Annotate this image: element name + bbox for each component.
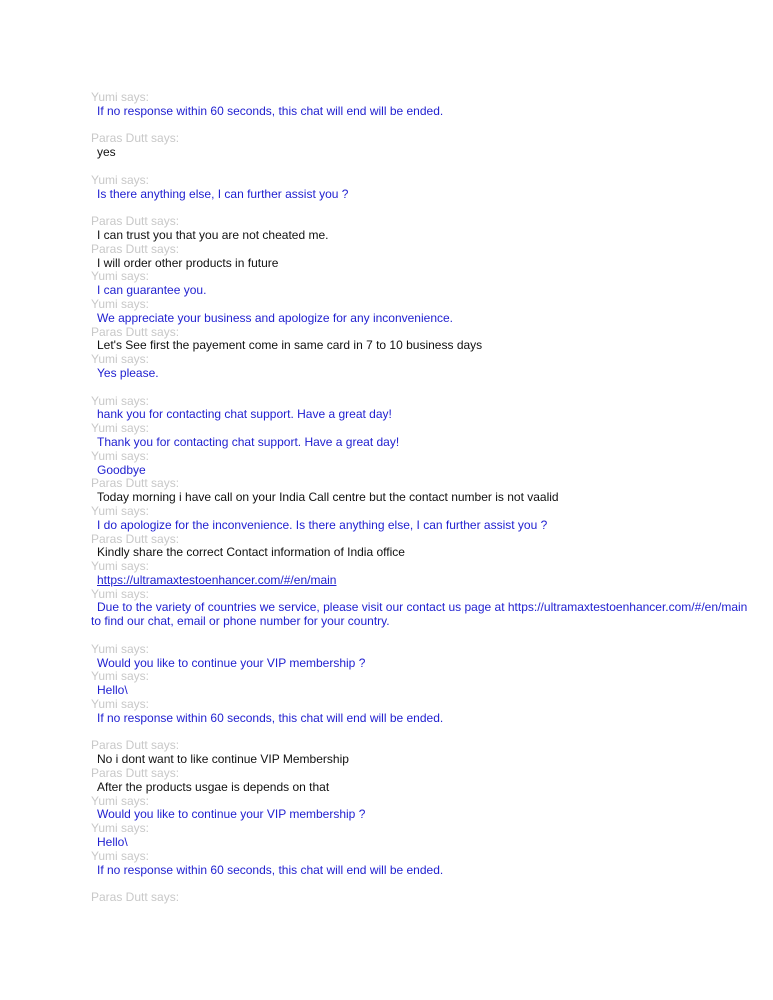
chat-entry bbox=[91, 560, 751, 588]
chat-entry bbox=[91, 850, 751, 878]
chat-entry bbox=[91, 477, 751, 505]
speaker-label: Paras Dutt says: bbox=[91, 738, 180, 753]
chat-entry bbox=[91, 505, 751, 533]
speaker-label: Yumi says: bbox=[91, 90, 150, 104]
chat-entry bbox=[91, 891, 751, 905]
message-text: I can trust you that you are not cheated me. bbox=[97, 227, 329, 242]
message-text: I will order other products in future bbox=[97, 255, 279, 270]
chat-entry bbox=[91, 533, 751, 561]
speaker-label: Paras Dutt says: bbox=[91, 324, 180, 339]
chat-entry bbox=[91, 450, 751, 478]
chat-entry bbox=[91, 795, 751, 823]
chat-entry bbox=[91, 698, 751, 726]
message-text: I do apologize for the inconvenience. Is there anything else, I can further assist you ? bbox=[97, 517, 548, 532]
chat-entry bbox=[91, 91, 751, 119]
chat-entry bbox=[91, 298, 751, 326]
speaker-label: Paras Dutt says: bbox=[91, 131, 180, 146]
message-text: Yes please. bbox=[97, 365, 159, 380]
message-text: If no response within 60 seconds, this chat will end will be ended. bbox=[97, 710, 444, 725]
chat-entry bbox=[91, 243, 751, 271]
message-text: After the products usgae is depends on that bbox=[97, 779, 330, 794]
message-text: Hello\ bbox=[97, 683, 128, 698]
chat-entry bbox=[91, 767, 751, 795]
chat-entry bbox=[91, 353, 751, 381]
speaker-label: Paras Dutt says: bbox=[91, 214, 180, 229]
speaker-label: Yumi says: bbox=[91, 793, 150, 808]
speaker-label: Yumi says: bbox=[91, 421, 150, 436]
chat-entry bbox=[91, 395, 751, 423]
speaker-label: Yumi says: bbox=[91, 448, 150, 463]
speaker-label: Paras Dutt says: bbox=[91, 890, 180, 905]
speaker-label: Yumi says: bbox=[91, 352, 150, 367]
speaker-label: Yumi says: bbox=[91, 697, 150, 712]
chat-entry bbox=[91, 215, 751, 243]
message-text: Would you like to continue your VIP membership ? bbox=[97, 807, 366, 822]
message-text: Thank you for contacting chat support. Have a great day! bbox=[97, 434, 400, 449]
speaker-label: Yumi says: bbox=[91, 586, 150, 601]
message-text: Hello\ bbox=[97, 835, 128, 850]
chat-entry bbox=[91, 174, 751, 202]
chat-entry bbox=[91, 588, 751, 629]
chat-entry bbox=[91, 643, 751, 671]
message-text: No i dont want to like continue VIP Membership bbox=[97, 752, 349, 767]
chat-transcript bbox=[91, 91, 751, 905]
message-text: If no response within 60 seconds, this chat will end will be ended. bbox=[97, 862, 444, 877]
chat-entry bbox=[91, 739, 751, 767]
message-text: Goodbye bbox=[97, 462, 146, 477]
message-text: Today morning i have call on your India Call centre but the contact number is not vaalid bbox=[97, 490, 559, 505]
speaker-label: Yumi says: bbox=[91, 641, 150, 656]
chat-entry bbox=[91, 670, 751, 698]
message-text: If no response within 60 seconds, this chat will end will be ended. bbox=[97, 103, 444, 118]
speaker-label: Paras Dutt says: bbox=[91, 241, 180, 256]
speaker-label: Yumi says: bbox=[91, 821, 150, 836]
message-text: Is there anything else, I can further assist you ? bbox=[97, 186, 349, 201]
chat-entry bbox=[91, 270, 751, 298]
speaker-label: Yumi says: bbox=[91, 503, 150, 518]
message-text: hank you for contacting chat support. Have a great day! bbox=[97, 407, 392, 422]
speaker-label: Yumi says: bbox=[91, 296, 150, 311]
speaker-label: Yumi says: bbox=[91, 172, 150, 187]
chat-entry bbox=[91, 132, 751, 160]
speaker-label: Yumi says: bbox=[91, 669, 150, 684]
chat-entry bbox=[91, 422, 751, 450]
message-text: We appreciate your business and apologize for any inconvenience. bbox=[97, 310, 454, 325]
speaker-label: Paras Dutt says: bbox=[91, 476, 180, 491]
speaker-label: Yumi says: bbox=[91, 393, 150, 408]
speaker-label: Paras Dutt says: bbox=[91, 531, 180, 546]
speaker-label: Paras Dutt says: bbox=[91, 766, 180, 781]
speaker-label: Yumi says: bbox=[91, 269, 150, 284]
message-text: Would you like to continue your VIP membership ? bbox=[97, 655, 366, 670]
message-text: yes bbox=[97, 145, 116, 160]
message-text: I can guarantee you. bbox=[97, 283, 207, 298]
speaker-label: Yumi says: bbox=[91, 559, 150, 574]
contact-page-link[interactable]: https://ultramaxtestoenhancer.com/#/en/main bbox=[97, 572, 337, 587]
chat-entry bbox=[91, 326, 751, 354]
speaker-label: Yumi says: bbox=[91, 848, 150, 863]
message-text: Due to the variety of countries we service, please visit our contact us page at https://ultramaxtestoenhancer.com/#/en/main to find our chat, email or phone number for your country. bbox=[91, 600, 748, 629]
chat-entry bbox=[91, 822, 751, 850]
message-text: Let's See first the payement come in same card in 7 to 10 business days bbox=[97, 338, 483, 353]
message-text bbox=[91, 574, 751, 588]
message-text: Kindly share the correct Contact information of India office bbox=[97, 545, 405, 560]
